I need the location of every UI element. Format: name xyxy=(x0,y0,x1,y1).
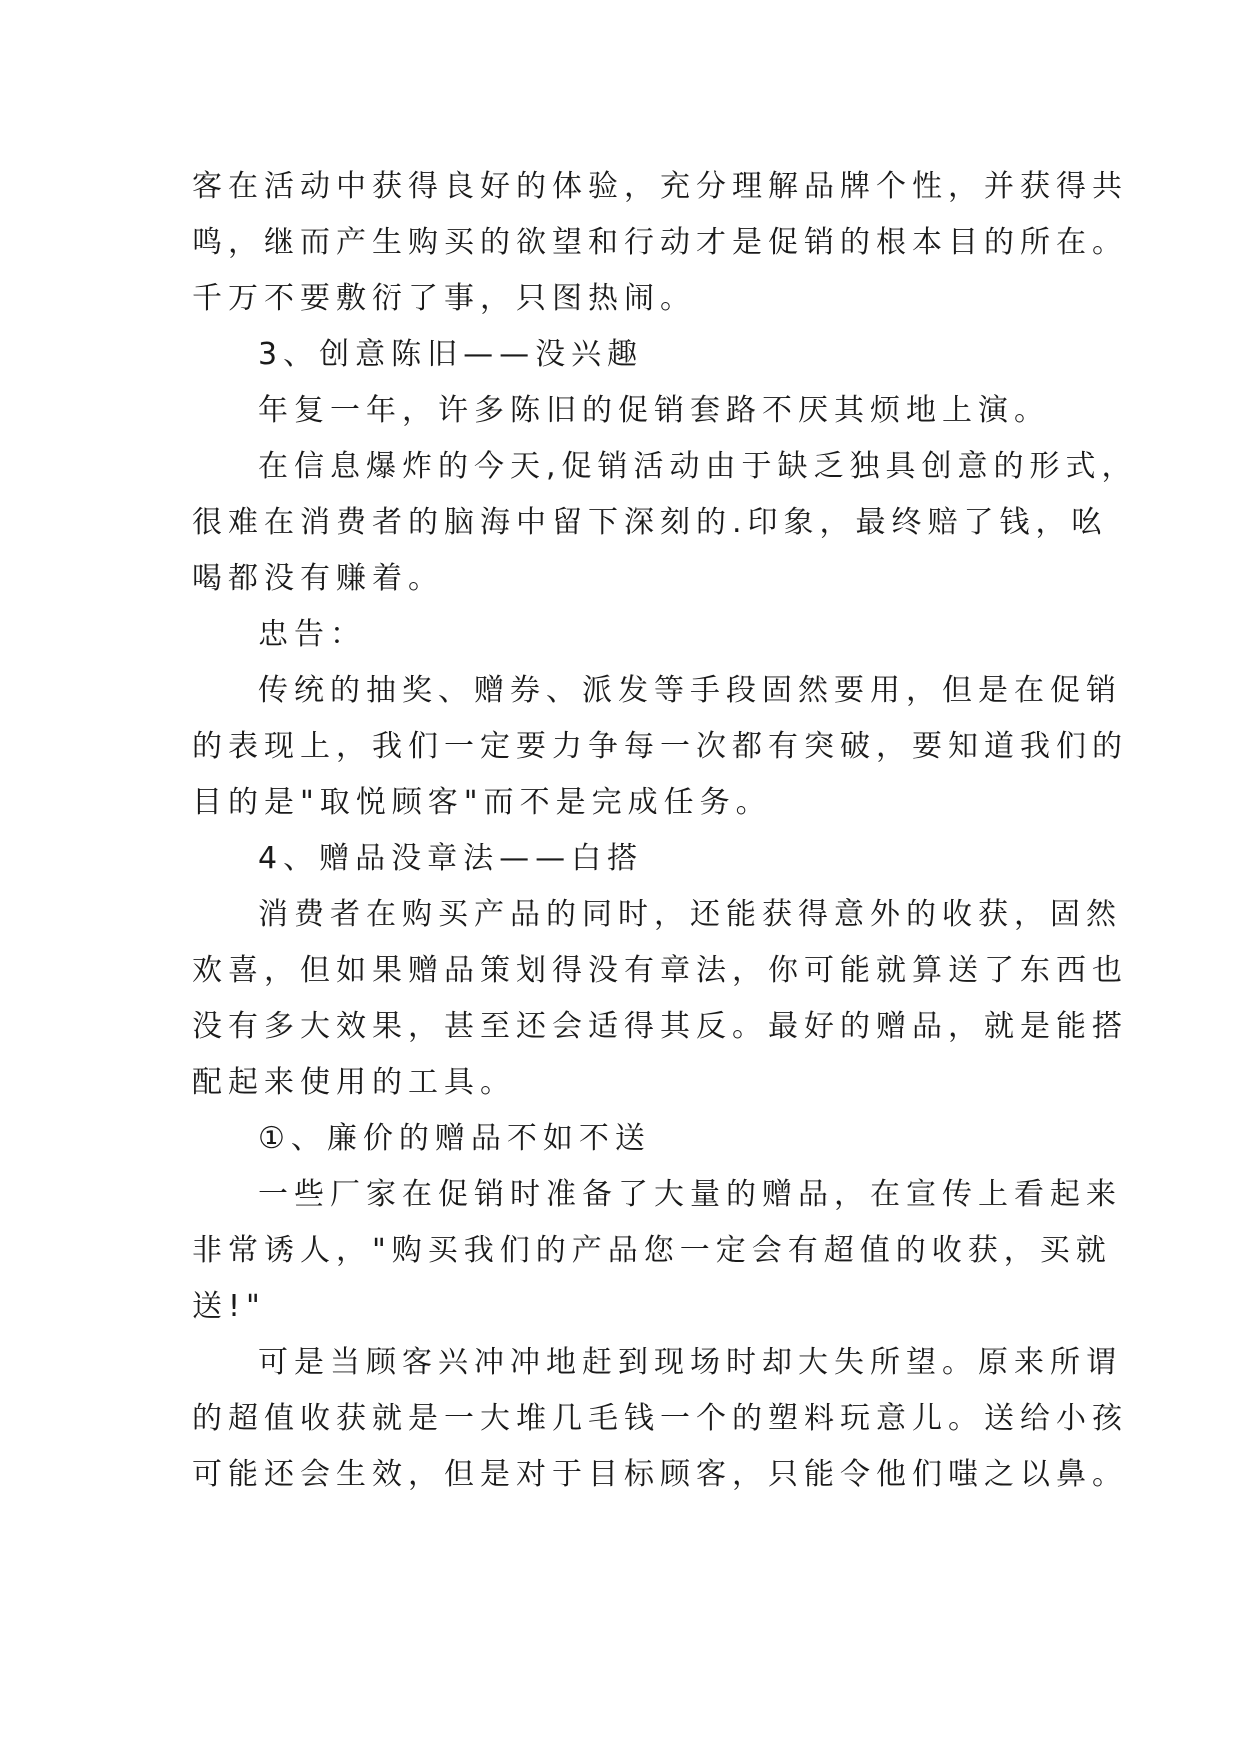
text-line: 的超值收获就是一大堆几毛钱一个的塑料玩意儿。送给小孩 xyxy=(192,1401,1128,1436)
text-line: 欢喜，但如果赠品策划得没有章法，你可能就算送了东西也 xyxy=(192,953,1128,988)
text-line: 在信息爆炸的今天,促销活动由于缺乏独具创意的形式， xyxy=(258,449,1138,484)
text-line: 配起来使用的工具。 xyxy=(192,1065,516,1100)
text-line: 可是当顾客兴冲冲地赶到现场时却大失所望。原来所谓 xyxy=(258,1345,1122,1380)
text-line: 非常诱人，"购买我们的产品您一定会有超值的收获，买就 xyxy=(192,1233,1112,1268)
text-line: 一些厂家在促销时准备了大量的赠品，在宣传上看起来 xyxy=(258,1177,1122,1212)
text-line: 消费者在购买产品的同时，还能获得意外的收获，固然 xyxy=(258,897,1122,932)
text-line: 传统的抽奖、赠券、派发等手段固然要用，但是在促销 xyxy=(258,673,1122,708)
text-line: 很难在消费者的脑海中留下深刻的.印象，最终赔了钱，吆 xyxy=(192,505,1108,540)
advice-label: 忠告： xyxy=(258,617,366,652)
text-line: 可能还会生效，但是对于目标顾客，只能令他们嗤之以鼻。 xyxy=(192,1457,1128,1492)
text-line: 喝都没有赚着。 xyxy=(192,561,444,596)
subsection-heading: ①、廉价的赠品不如不送 xyxy=(258,1121,651,1156)
section-heading: 4、赠品没章法——白搭 xyxy=(258,841,644,876)
text-line: 鸣，继而产生购买的欲望和行动才是促销的根本目的所在。 xyxy=(192,225,1128,260)
text-line: 没有多大效果，甚至还会适得其反。最好的赠品，就是能搭 xyxy=(192,1009,1128,1044)
text-line: 目的是"取悦顾客"而不是完成任务。 xyxy=(192,785,772,820)
text-line: 的表现上，我们一定要力争每一次都有突破，要知道我们的 xyxy=(192,729,1128,764)
text-line: 千万不要敷衍了事，只图热闹。 xyxy=(192,281,696,316)
text-line: 年复一年，许多陈旧的促销套路不厌其烦地上演。 xyxy=(258,393,1050,428)
text-line: 客在活动中获得良好的体验，充分理解品牌个性，并获得共 xyxy=(192,169,1128,204)
section-heading: 3、创意陈旧——没兴趣 xyxy=(258,337,644,372)
text-line: 送!" xyxy=(192,1289,266,1324)
